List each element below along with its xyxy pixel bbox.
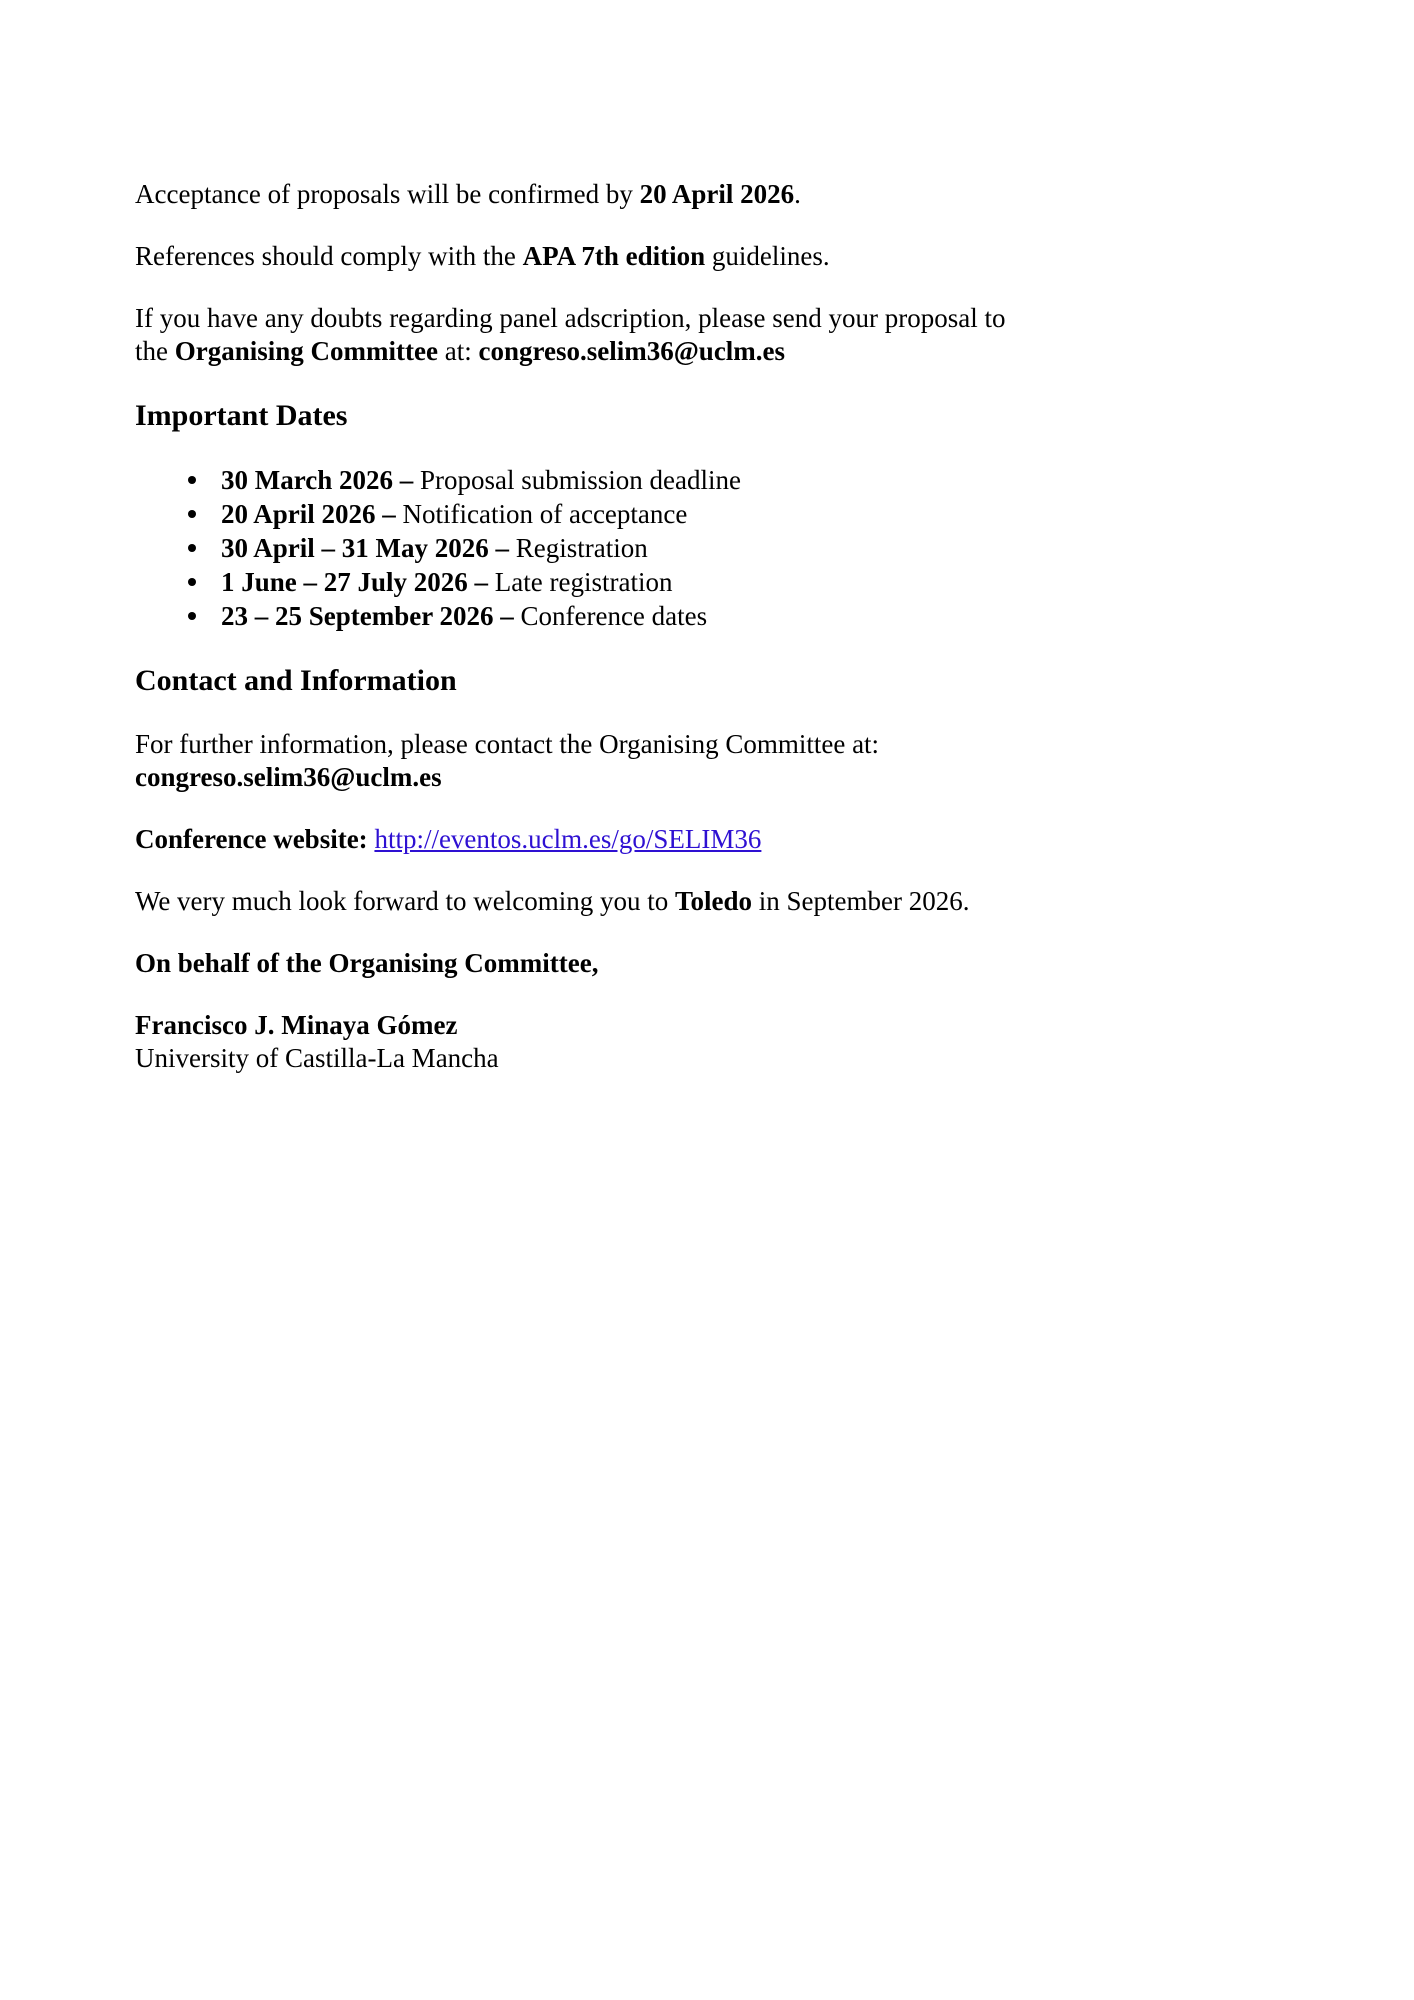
date-desc: Registration xyxy=(509,533,648,563)
date-item-conference-dates xyxy=(221,599,1278,633)
paragraph-on-behalf xyxy=(135,947,1278,980)
doubts-committee-bold: Organising Committee xyxy=(174,336,438,366)
signature-block xyxy=(135,1009,1278,1075)
acceptance-text: Acceptance of proposals will be confirmed by xyxy=(135,179,640,209)
date-desc: Conference dates xyxy=(513,601,708,631)
important-dates-list xyxy=(135,463,1278,633)
date-item-registration xyxy=(221,531,1278,565)
date-bold: 30 April – 31 May 2026 – xyxy=(221,533,509,563)
bullet-icon xyxy=(188,544,196,552)
bullet-icon xyxy=(188,476,196,484)
website-label-bold: Conference website: xyxy=(135,824,368,854)
paragraph-doubts xyxy=(135,302,1278,368)
paragraph-further-information xyxy=(135,728,1278,794)
contact-information-heading: Contact and Information xyxy=(135,664,457,697)
important-dates-heading: Important Dates xyxy=(135,399,348,432)
further-info-text: For further information, please contact the Organising Committee at: xyxy=(135,729,880,759)
welcome-toledo-bold: Toledo xyxy=(674,886,752,916)
conference-website-link[interactable]: http://eventos.uclm.es/go/SELIM36 xyxy=(374,824,762,854)
date-item-notification xyxy=(221,497,1278,531)
welcome-text: We very much look forward to welcoming you to xyxy=(135,886,675,916)
date-desc: Proposal submission deadline xyxy=(413,465,741,495)
doubts-email-bold: congreso.selim36@uclm.es xyxy=(478,336,786,366)
acceptance-period: . xyxy=(794,179,801,209)
paragraph-references xyxy=(135,240,1278,273)
date-bold: 20 April 2026 – xyxy=(221,499,396,529)
date-desc: Late registration xyxy=(488,567,673,597)
bullet-icon xyxy=(188,612,196,620)
doubts-line2-pre: the xyxy=(135,336,175,366)
date-bold: 1 June – 27 July 2026 – xyxy=(221,567,489,597)
date-bold: 30 March 2026 – xyxy=(221,465,414,495)
paragraph-welcome xyxy=(135,885,1278,918)
paragraph-acceptance xyxy=(135,178,1278,211)
signature-name-bold: Francisco J. Minaya Gómez xyxy=(135,1010,458,1040)
date-item-late-registration xyxy=(221,565,1278,599)
date-desc: Notification of acceptance xyxy=(395,499,688,529)
bullet-icon xyxy=(188,510,196,518)
date-bold: 23 – 25 September 2026 – xyxy=(221,601,514,631)
paragraph-website xyxy=(135,823,1278,856)
contact-email-bold: congreso.selim36@uclm.es xyxy=(135,762,442,792)
signature-affiliation: University of Castilla-La Mancha xyxy=(135,1043,499,1073)
date-item-proposal-deadline xyxy=(221,463,1278,497)
doubts-line1: If you have any doubts regarding panel adscription, please send your proposal to xyxy=(135,303,1006,333)
welcome-tail: in September 2026. xyxy=(752,886,970,916)
doubts-mid: at: xyxy=(437,336,479,366)
references-tail: guidelines. xyxy=(705,241,830,271)
references-text: References should comply with the xyxy=(135,241,523,271)
acceptance-date-bold: 20 April 2026 xyxy=(639,179,795,209)
bullet-icon xyxy=(188,578,196,586)
references-apa-bold: APA 7th edition xyxy=(522,241,706,271)
on-behalf-bold: On behalf of the Organising Committee, xyxy=(135,948,599,978)
